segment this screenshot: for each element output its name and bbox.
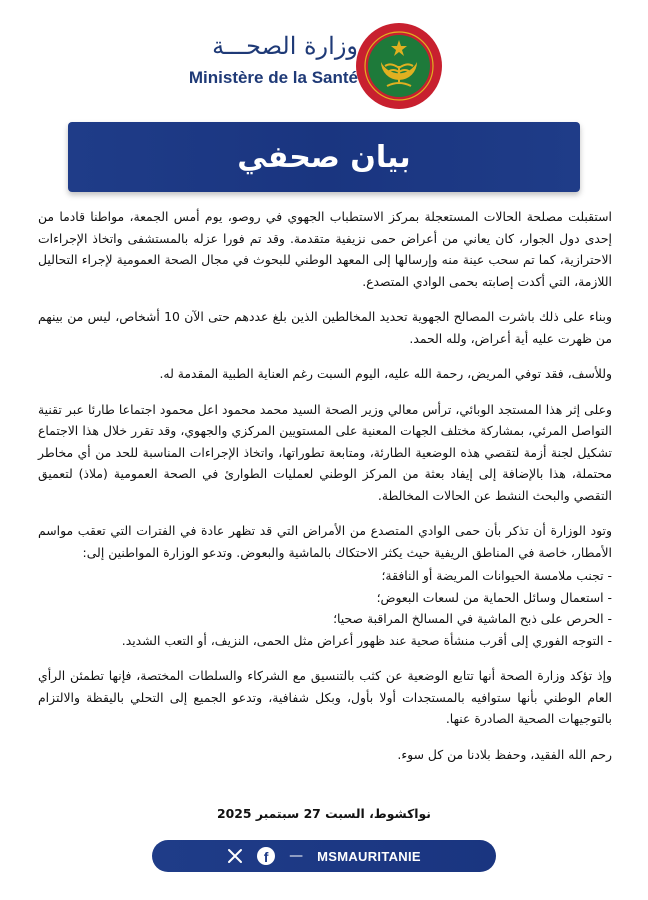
list-item: - الحرص على ذبح الماشية في المسالخ المراقبة صحيا؛ — [38, 608, 612, 630]
paragraph-death: وللأسف، فقد توفي المريض، رحمة الله عليه، اليوم السبت رغم العناية الطبية المقدمة له. — [159, 366, 612, 381]
ministry-name-french: Ministère de la Santé — [188, 68, 358, 87]
page-title: بيان صحفي — [237, 139, 411, 175]
paragraph-admission: استقبلت مصلحة الحالات المستعجلة بمركز الاستطباب الجهوي في روصو، يوم أمس الجمعة، مواطنا قادما من إحدى دول الجوار، كان يعاني من أعراض حمى نزيفية متقدمة. وقد تم فورا عزله بالمستشفى واتخاذ الإجراءات الاحترازية، كما تم سحب عينة منه وإرسالها إلى المعهد الوطني للبحوث في مجال الصحة العمومية لإجراء التحاليل اللازمة، التي أكدت إصابته بحمى الوادي المتصدع. — [38, 209, 612, 289]
list-item: - تجنب ملامسة الحيوانات المريضة أو النافقة؛ — [38, 565, 612, 587]
list-item: - استعمال وسائل الحماية من لسعات البعوض؛ — [38, 587, 612, 609]
separator-dash: — — [289, 848, 304, 864]
paragraph-assurance: وإذ تؤكد وزارة الصحة أنها تتابع الوضعية عن كثب بالتنسيق مع الشركاء والسلطات المختصة، فإنها تطمئن الرأي العام الوطني بأنها ستوافيه بالمستجدات أولا بأول، وبكل شفافية، وتدعو الجميع إلى التحلي باليقظة والالتزام بالتوجيهات الصحية الصادرة عنها. — [38, 668, 612, 726]
recommendations-list — [38, 565, 612, 651]
paragraph-crisis-meeting: وعلى إثر هذا المستجد الوبائي، ترأس معالي وزير الصحة السيد محمد محمود اعل محمود اجتماعا طارئا عبر تقنية التواصل المرئي، بمشاركة مختلف الجهات المعنية على المستويين المركزي والجهوي، وقد تقرر خلال هذا الاجتماع تشكيل لجنة أزمة لتقصي هذه الوضعية الطارئة، ومتابعة تطوراتها، واتخاذ الإجراءات المناسبة للحد من أي مخاطر محتملة، هذا بالإضافة إلى إيفاد بعثة من المركز الوطني لعمليات الطوارئ في الصحة العمومية (ملاذ) لتعميق التقصي والبحث النشط عن الحالات المخالطة. — [38, 401, 612, 503]
page-header — [0, 22, 648, 114]
social-footer[interactable] — [152, 840, 496, 872]
press-release-body — [38, 206, 612, 779]
ministry-name-arabic: وزارة الصحـــة — [212, 32, 358, 60]
facebook-icon[interactable]: f — [257, 847, 275, 865]
closing-prayer: رحم الله الفقيد، وحفظ بلادنا من كل سوء. — [397, 746, 612, 762]
paragraph-contacts: وبناء على ذلك باشرت المصالح الجهوية تحديد المخالطين الذين بلغ عددهم حتى الآن 10 أشخاص، ليس من بينهم من ظهرت عليه أية أعراض، ولله الحمد. — [38, 309, 612, 346]
social-handle[interactable]: MSMAURITANIE — [317, 848, 421, 864]
list-item: - التوجه الفوري إلى أقرب منشأة صحية عند ظهور أعراض مثل الحمى، النزيف، أو التعب الشديد. — [38, 630, 612, 652]
title-banner — [68, 122, 580, 192]
paragraph-reminder: وتود الوزارة أن تذكر بأن حمى الوادي المتصدع من الأمراض التي قد تظهر عادة في الفترات التي تعقب مواسم الأمطار، خاصة في المناطق الريفية حيث يكثر الاحتكاك بالماشية والبعوض. وتدعو الوزارة المواطنين إلى: — [38, 523, 612, 560]
x-icon[interactable] — [227, 848, 243, 864]
national-seal-icon — [355, 22, 443, 110]
place-and-date: نواكشوط، السبت 27 سبتمبر 2025 — [217, 806, 431, 821]
